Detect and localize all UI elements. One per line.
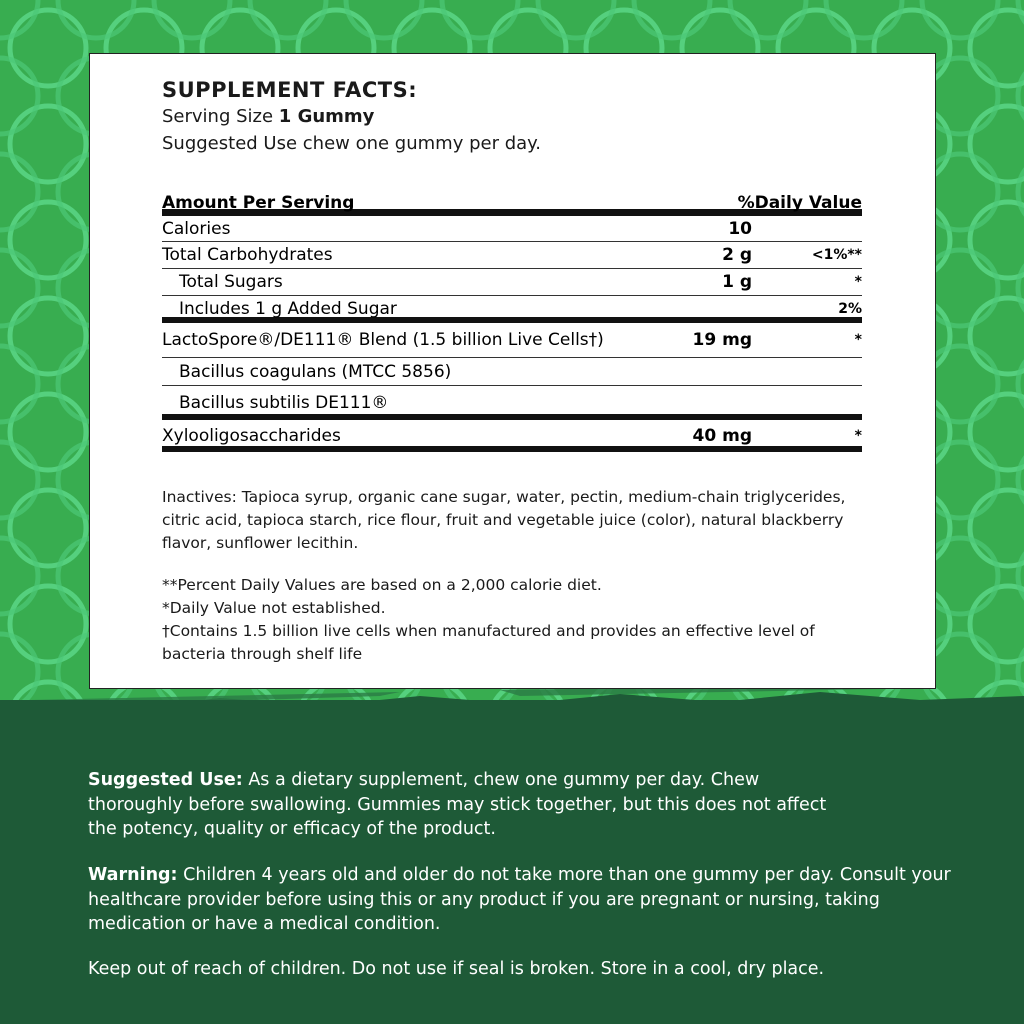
footnote: **Percent Daily Values are based on a 2,000 calorie diet. [162, 576, 602, 594]
suggested-use: Suggested Use chew one gummy per day. [162, 133, 541, 154]
nutrient-dv: <1%** [811, 247, 862, 263]
use-text: As a dietary supplement, chew one gummy per day. Chew thoroughly before swallowing. Gummies may stick together, but this does not affect the potency, quality or efficacy of the product. [88, 770, 827, 839]
table-row [162, 269, 862, 296]
footnote: †Contains 1.5 billion live cells when manufactured and provides an effective level of bacteria through shelf life [162, 622, 815, 663]
header-dv: %Daily Value [737, 193, 862, 213]
table-row [162, 216, 862, 242]
warning-label: Warning: [88, 865, 178, 885]
table-row [162, 358, 862, 386]
supplement-facts-panel [89, 53, 936, 689]
table-row [162, 323, 862, 358]
serving-size [162, 106, 862, 127]
nutrient-name: Calories [162, 219, 231, 239]
table-header [162, 190, 862, 216]
nutrient-dv: * [854, 428, 862, 444]
facts-title: SUPPLEMENT FACTS: [162, 78, 418, 102]
table-row [162, 242, 862, 269]
table-row [162, 420, 862, 452]
nutrient-amount: 40 mg [692, 426, 752, 446]
nutrient-dv: * [854, 274, 862, 290]
nutrient-dv: 2% [838, 301, 862, 317]
nutrient-name: LactoSpore®/DE111® Blend (1.5 billion Live Cells†) [162, 330, 604, 350]
header-amount: Amount Per Serving [162, 193, 355, 213]
warning-text [88, 863, 958, 937]
serving-value: 1 Gummy [278, 106, 375, 127]
nutrient-name: Includes 1 g Added Sugar [179, 299, 397, 319]
footnote: *Daily Value not established. [162, 599, 386, 617]
nutrient-name: Bacillus coagulans (MTCC 5856) [179, 362, 452, 382]
facts-table [162, 190, 862, 452]
nutrient-name: Total Carbohydrates [162, 245, 333, 265]
nutrient-amount: 10 [728, 219, 752, 239]
serving-label: Serving Size [162, 106, 279, 127]
nutrient-dv: * [854, 332, 862, 348]
nutrient-amount: 2 g [722, 245, 752, 265]
nutrient-name: Bacillus subtilis DE111® [179, 393, 389, 413]
nutrient-amount: 19 mg [692, 330, 752, 350]
nutrient-name: Xylooligosaccharides [162, 426, 341, 446]
inactives: Inactives: Tapioca syrup, organic cane sugar, water, pectin, medium-chain triglycerides, citric acid, tapioca starch, rice flour, fruit and vegetable juice (color), natural blackberry flavor, sunflower lecithin. [162, 488, 846, 552]
table-row [162, 296, 862, 323]
nutrient-amount: 1 g [722, 272, 752, 292]
storage-text: Keep out of reach of children. Do not use if seal is broken. Store in a cool, dry place. [88, 959, 825, 979]
table-row [162, 386, 862, 420]
nutrient-name: Total Sugars [179, 272, 283, 292]
warning-body: Children 4 years old and older do not take more than one gummy per day. Consult your healthcare provider before using this or any product if you are pregnant or nursing, taking medication or have a medical condition. [88, 865, 951, 934]
footnotes [162, 574, 862, 666]
use-label: Suggested Use: [88, 770, 243, 790]
suggested-use-text [88, 768, 828, 842]
